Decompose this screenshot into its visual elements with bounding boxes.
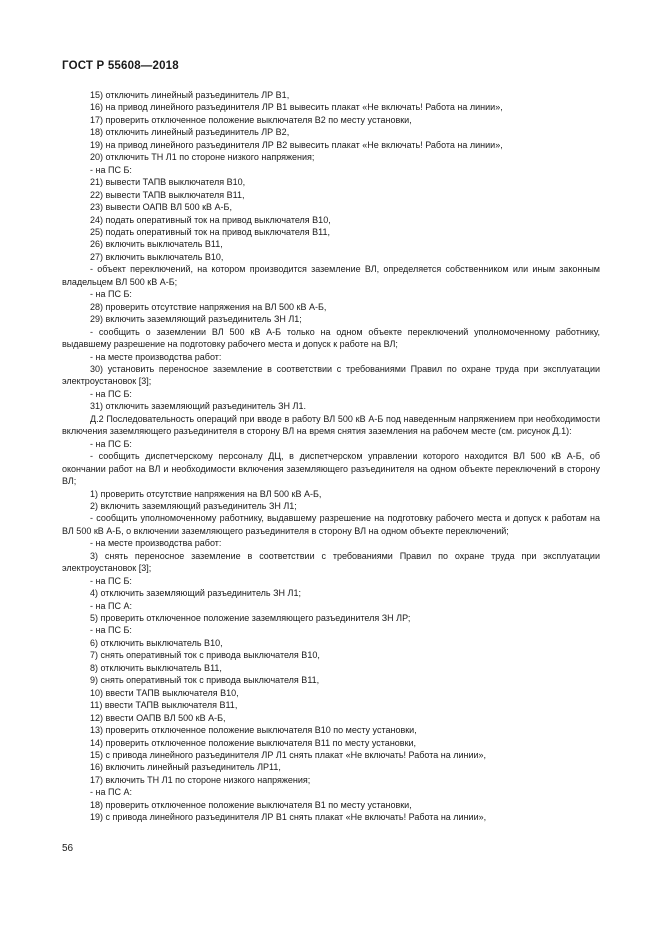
paragraph: 31) отключить заземляющий разъединитель ЗН Л1. <box>90 401 306 412</box>
paragraph: - на ПС Б: <box>90 438 132 449</box>
paragraph: 23) вывести ОАПВ ВЛ 500 кВ А-Б, <box>90 202 232 213</box>
paragraph: 29) включить заземляющий разъединитель ЗН Л1; <box>90 314 302 325</box>
document-body <box>62 89 600 824</box>
paragraph: 10) ввести ТАПВ выключателя В10, <box>90 687 239 698</box>
paragraph: 17) включить ТН Л1 по стороне низкого напряжения; <box>90 774 311 785</box>
paragraph: 1) проверить отсутствие напряжения на ВЛ 500 кВ А-Б, <box>90 488 322 499</box>
paragraph: 25) подать оперативный ток на привод выключателя В11, <box>90 226 331 237</box>
paragraph: 14) проверить отключенное положение выключателя В11 по месту установки, <box>90 737 417 748</box>
paragraph: - на месте производства работ: <box>90 351 222 362</box>
paragraph: 16) включить линейный разъединитель ЛР11, <box>90 762 281 773</box>
paragraph: 19) с привода линейного разъединителя ЛР В1 снять плакат «Не включать! Работа на линии», <box>90 812 487 823</box>
paragraph: 13) проверить отключенное положение выключателя В10 по месту установки, <box>90 725 417 736</box>
paragraph: 22) вывести ТАПВ выключателя В11, <box>90 189 245 200</box>
paragraph: - сообщить диспетчерскому персоналу ДЦ, в диспетчерском управлении которого находится ВЛ 500 кВ А-Б, об окончании работ на ВЛ и необходимости включения заземляющего разъединителя на одном объекте переключений в сторону ВЛ; <box>62 451 600 487</box>
paragraph: 15) отключить линейный разъединитель ЛР В1, <box>90 90 290 100</box>
paragraph: 11) ввести ТАПВ выключателя В11, <box>90 700 238 711</box>
paragraph: 28) проверить отсутствие напряжения на ВЛ 500 кВ А-Б, <box>90 301 327 312</box>
paragraph: 8) отключить выключатель В11, <box>90 662 222 673</box>
paragraph: - на ПС Б: <box>90 625 132 636</box>
paragraph: 4) отключить заземляющий разъединитель ЗН Л1; <box>90 588 301 599</box>
paragraph: 5) проверить отключенное положение заземляющего разъединителя ЗН ЛР; <box>90 613 411 624</box>
paragraph: - на месте производства работ: <box>90 538 222 549</box>
paragraph: - на ПС Б: <box>90 388 132 399</box>
paragraph: - на ПС Б: <box>90 289 132 300</box>
paragraph: 18) отключить линейный разъединитель ЛР В2, <box>90 127 290 138</box>
page-number: 56 <box>62 843 74 854</box>
paragraph: - объект переключений, на котором производится заземление ВЛ, определяется собственником или иным законным владельцем ВЛ 500 кВ А-Б; <box>62 264 600 287</box>
paragraph: 7) снять оперативный ток с привода выключателя В10, <box>90 650 320 661</box>
paragraph: - на ПС Б: <box>90 575 132 586</box>
paragraph: 26) включить выключатель В11, <box>90 239 223 250</box>
paragraph: - на ПС А: <box>90 787 132 798</box>
paragraph: 20) отключить ТН Л1 по стороне низкого напряжения; <box>90 152 315 163</box>
paragraph: - на ПС А: <box>90 600 132 611</box>
paragraph: 30) установить переносное заземление в соответствии с требованиями Правил по охране труда при эксплуатации электроустановок [3]; <box>62 363 600 387</box>
paragraph: 19) на привод линейного разъединителя ЛР В2 вывесить плакат «Не включать! Работа на линии», <box>90 139 503 150</box>
paragraph: 3) снять переносное заземление в соответствии с требованиями Правил по охране труда при эксплуатации электроустановок [3]; <box>62 550 600 574</box>
paragraph: 9) снять оперативный ток с привода выключателя В11, <box>90 675 320 686</box>
paragraph: Д.2 Последовательность операций при вводе в работу ВЛ 500 кВ А-Б под наведенным напряжением при необходимости включения заземляющего разъединителя в сторону ВЛ на время снятия заземления на рабочем месте (см. рисунок Д.1): <box>62 413 600 437</box>
paragraph: 6) отключить выключатель В10, <box>90 637 223 648</box>
paragraph: 12) ввести ОАПВ ВЛ 500 кВ А-Б, <box>90 712 226 723</box>
paragraph: - сообщить уполномоченному работнику, выдавшему разрешение на подготовку рабочего места и допуск к работам на ВЛ 500 кВ А-Б, о включении заземляющего разъединителя в сторону ВЛ на одном объекте переключений; <box>62 513 600 536</box>
paragraph: 16) на привод линейного разъединителя ЛР В1 вывесить плакат «Не включать! Работа на линии», <box>90 102 503 113</box>
paragraph: 24) подать оперативный ток на привод выключателя В10, <box>90 214 331 225</box>
paragraph: 15) с привода линейного разъединителя ЛР Л1 снять плакат «Не включать! Работа на линии», <box>90 750 487 761</box>
paragraph: 27) включить выключатель В10, <box>90 251 224 262</box>
paragraph: - на ПС Б: <box>90 164 132 175</box>
paragraph: - сообщить о заземлении ВЛ 500 кВ А-Б только на одном объекте переключений уполномоченному работнику, выдавшему разрешение на подготовку рабочего места и допуск к работе на ВЛ; <box>62 326 600 350</box>
paragraph: 18) проверить отключенное положение выключателя В1 по месту установки, <box>90 799 412 810</box>
document-header: ГОСТ Р 55608—2018 <box>62 60 179 72</box>
paragraph: 2) включить заземляющий разъединитель ЗН Л1; <box>90 500 297 511</box>
paragraph: 21) вывести ТАПВ выключателя В10, <box>90 177 246 188</box>
paragraph: 17) проверить отключенное положение выключателя В2 по месту установки, <box>90 114 412 125</box>
